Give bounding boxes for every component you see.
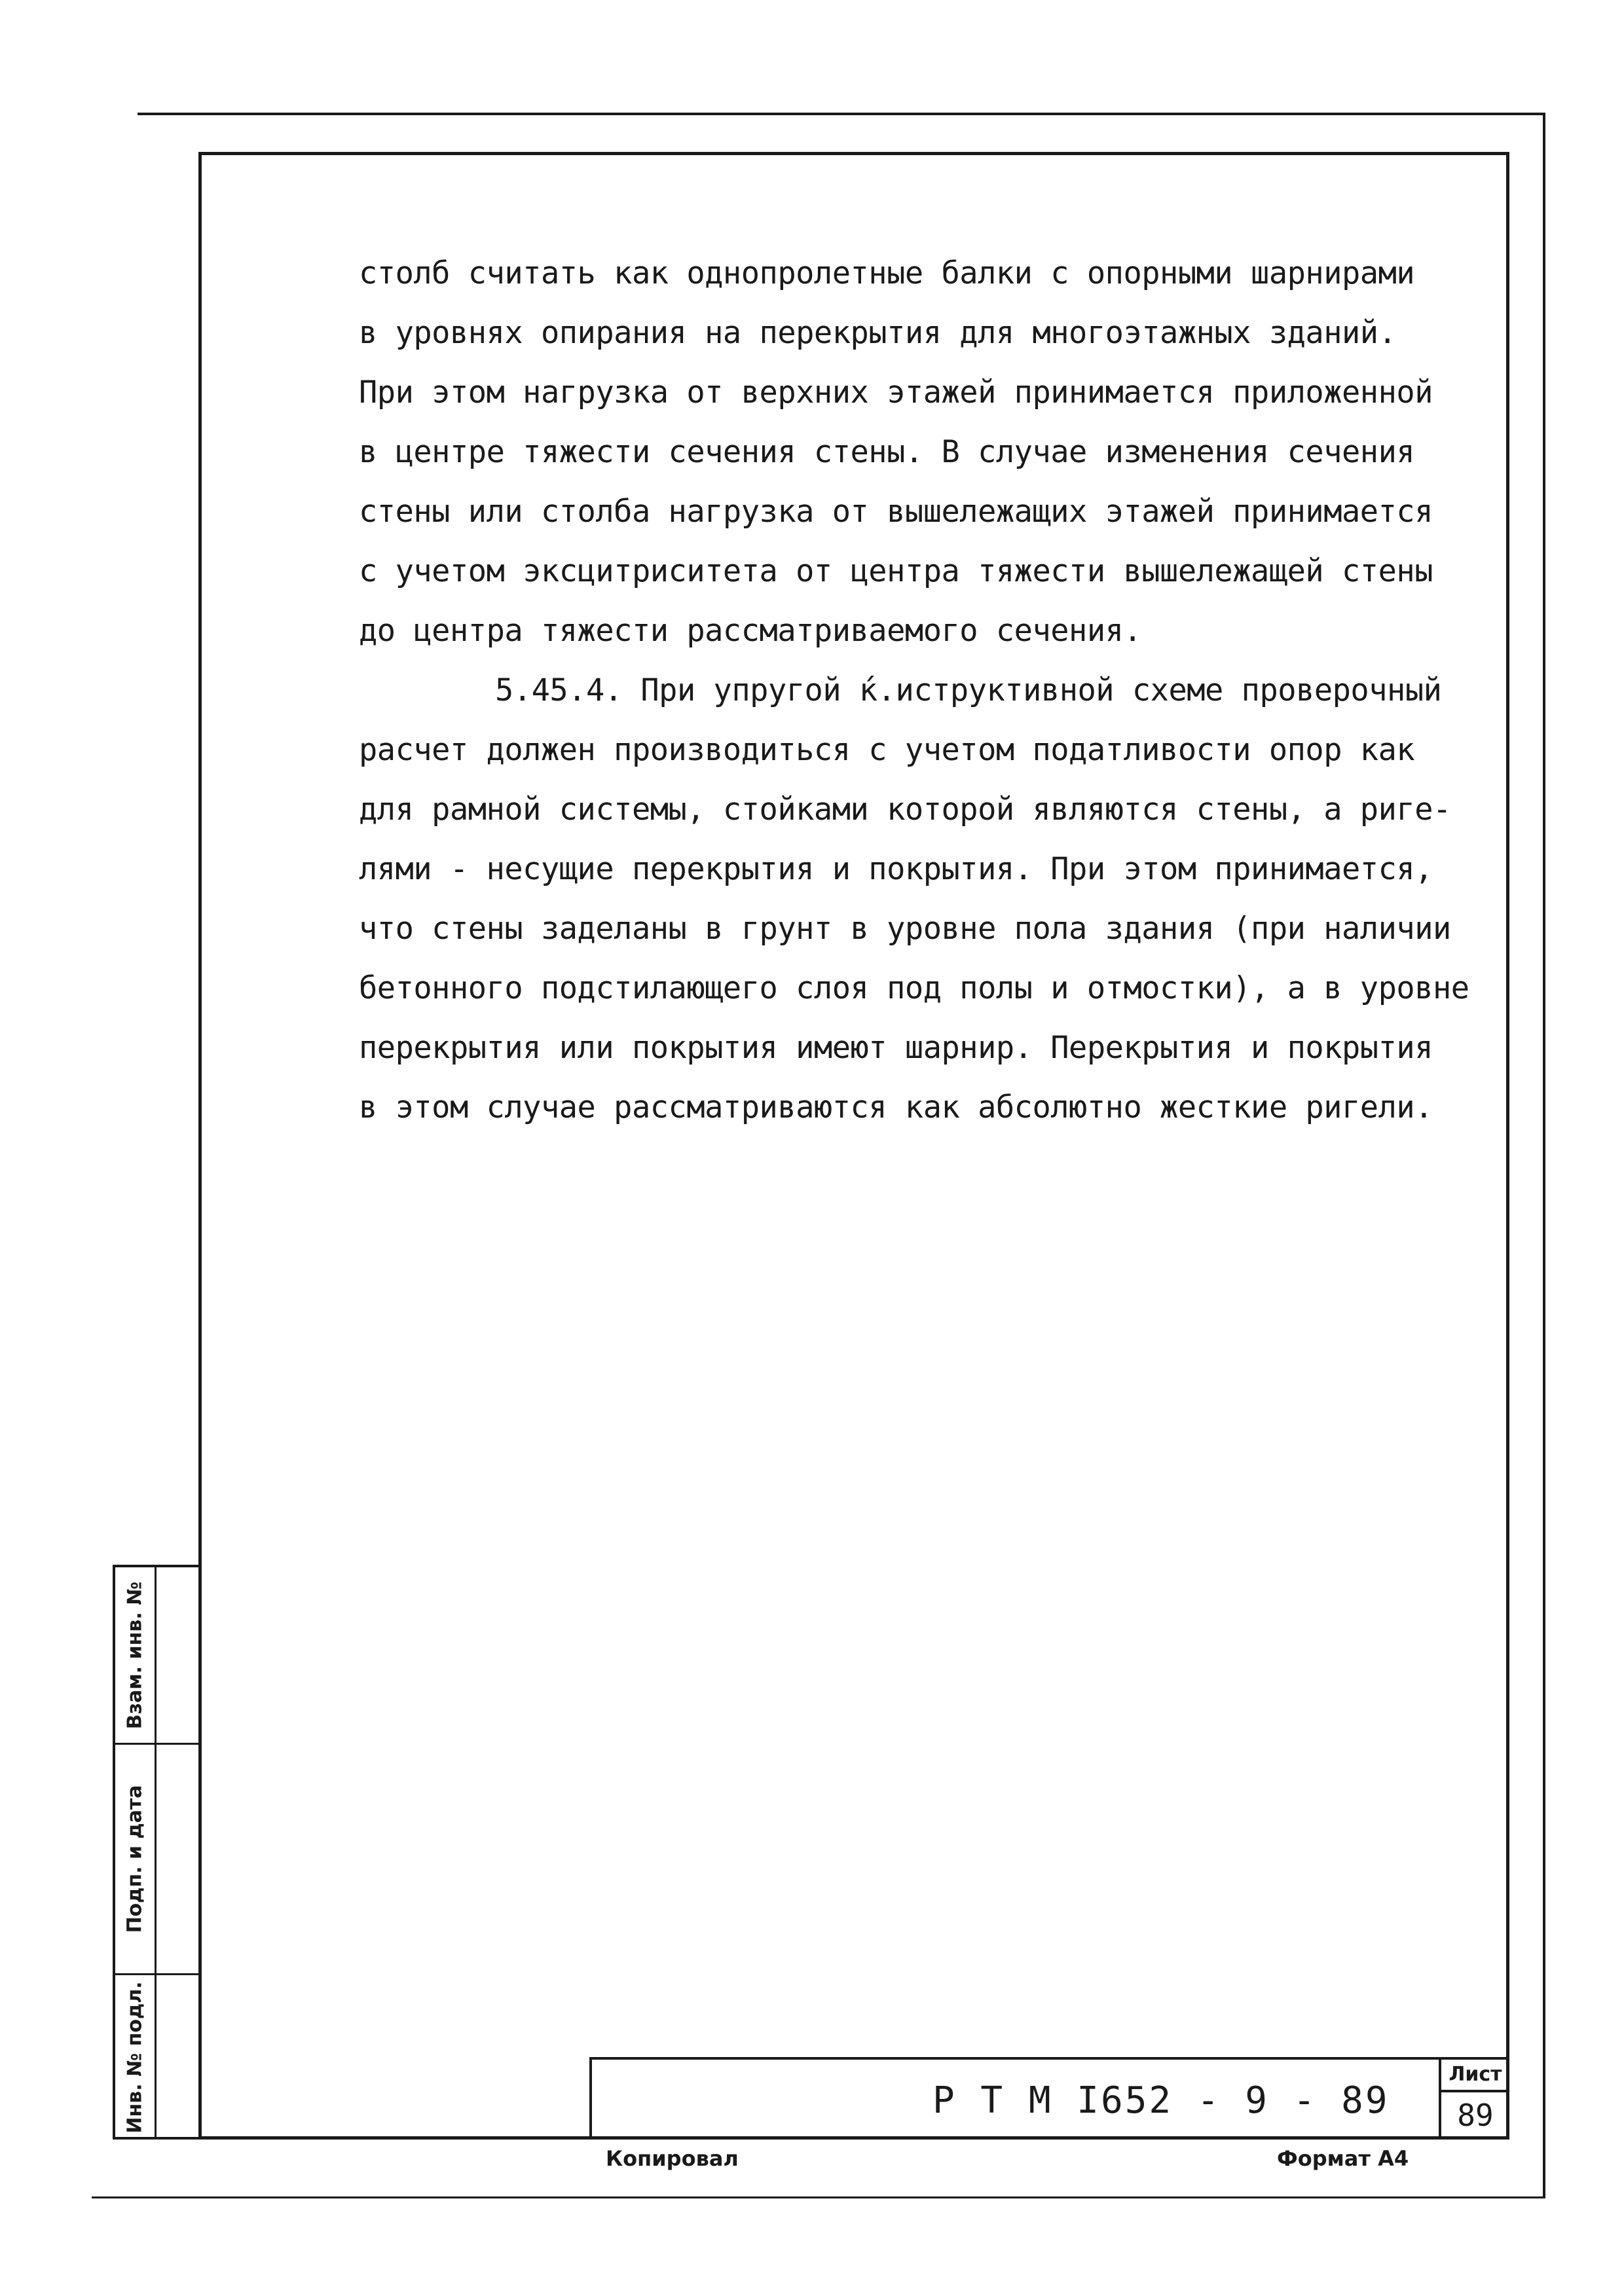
text-line: для рамной системы, стойками которой являются стены, а риге- <box>359 792 1451 828</box>
body-text <box>359 244 1498 1137</box>
text-line: бетонного подстилающего слоя под полы и отмостки), а в уровне <box>359 970 1469 1006</box>
footer-format: Формат А4 <box>1277 2146 1409 2171</box>
text-line: что стены заделаны в грунт в уровне пола здания (при наличии <box>359 911 1451 947</box>
paragraph-start-line: 5.45.4. При упругой ќ.иструктивной схеме проверочный <box>495 672 1442 708</box>
sheet-number: 89 <box>1457 2098 1494 2133</box>
sheet-edge-right <box>1543 113 1545 2198</box>
side-stamp-signature-date: Подп. и дата <box>123 1785 147 1933</box>
text-line: в уровнях опирания на перекрытия для многоэтажных зданий. <box>359 315 1397 351</box>
document-code: Р Т М I652 - 9 - 89 <box>932 2079 1390 2122</box>
footer-copied-by: Копировал <box>606 2146 739 2171</box>
side-stamp-original-inventory: Инв. № подл. <box>123 1981 147 2134</box>
sheet-number-cell <box>1439 2060 1509 2140</box>
text-line: перекрытия или покрытия имеют шарнир. Перекрытия и покрытия <box>359 1030 1433 1066</box>
sheet-edge-bottom <box>92 2196 1545 2198</box>
side-stamp-divider <box>155 1567 157 2137</box>
side-stamp-replacement-inventory: Взам. инв. № <box>123 1581 147 1729</box>
text-line: расчет должен производиться с учетом податливости опор как <box>359 732 1415 768</box>
text-line: в центре тяжести сечения стены. В случае изменения сечения <box>359 434 1415 470</box>
title-block <box>589 2057 1509 2140</box>
sheet-edge-top <box>138 113 1545 115</box>
text-line: до центра тяжести рассматриваемого сечения. <box>359 613 1142 649</box>
text-line: с учетом эксцитриситета от центра тяжести вышележащей стены <box>359 553 1433 589</box>
text-line: столб считать как однопролетные балки с опорными шарнирами <box>359 255 1415 291</box>
text-line: лями - несущие перекрытия и покрытия. При этом принимается, <box>359 851 1433 887</box>
side-stamp <box>113 1565 202 2140</box>
text-line: стены или столба нагрузка от вышележащих этажей принимается <box>359 494 1433 530</box>
text-line: в этом случае рассматриваются как абсолютно жесткие ригели. <box>359 1089 1433 1125</box>
text-line: При этом нагрузка от верхних этажей принимается приложенной <box>359 374 1433 410</box>
sheet-label: Лист <box>1441 2060 1509 2092</box>
